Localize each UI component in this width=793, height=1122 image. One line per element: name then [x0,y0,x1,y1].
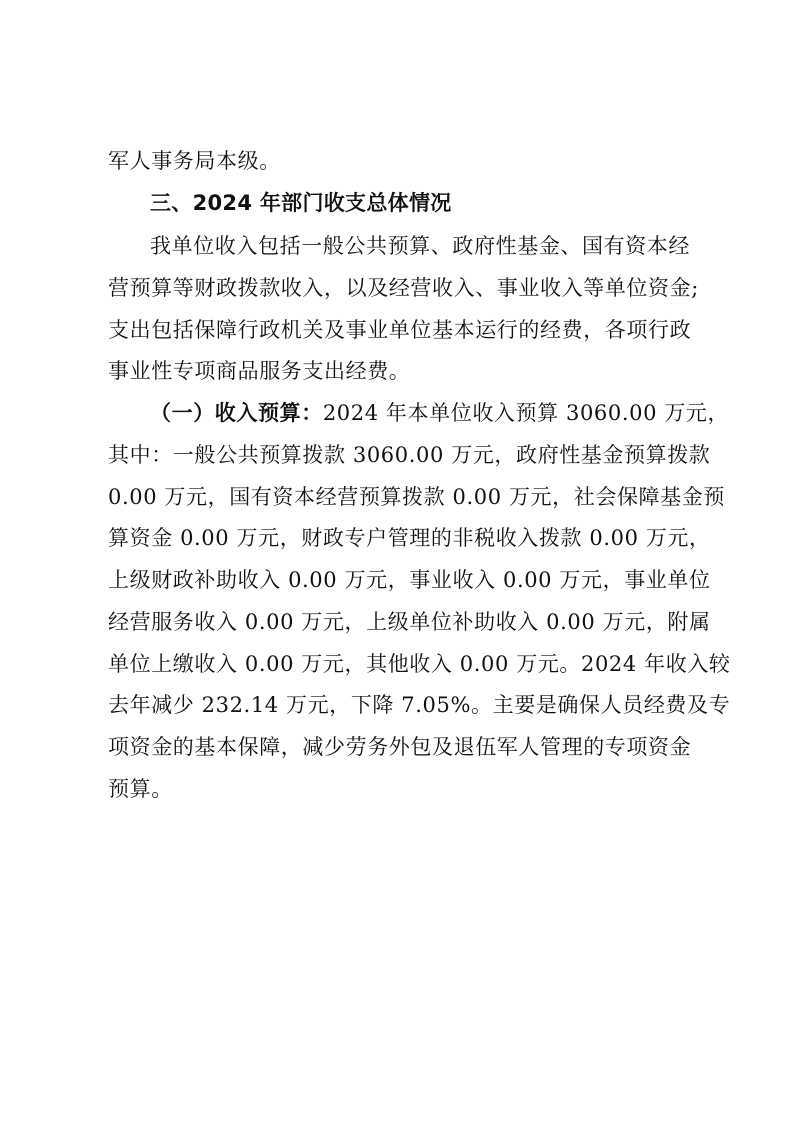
subsection-line [150,398,730,428]
paragraph-line: 事业性专项商品服务支出经费。 [108,359,411,383]
subsection-text: 2024 年本单位收入预算 3060.00 万元， [322,401,730,425]
paragraph-line: 算资金 0.00 万元，财政专户管理的非税收入拨款 0.00 万元， [108,526,711,550]
paragraph-line: 预算。 [108,777,173,801]
paragraph-line: 军人事务局本级。 [108,149,281,173]
paragraph-line: 0.00 万元，国有资本经营预算拨款 0.00 万元，社会保障基金预 [108,485,725,509]
section-heading: 三、2024 年部门收支总体情况 [150,191,452,215]
paragraph-line: 其中：一般公共预算拨款 3060.00 万元，政府性基金预算拨款 [108,443,711,467]
paragraph-line: 上级财政补助收入 0.00 万元，事业收入 0.00 万元，事业单位 [108,568,711,592]
paragraph-line: 营预算等财政拨款收入，以及经营收入、事业收入等单位资金; [108,276,699,300]
paragraph-line: 经营服务收入 0.00 万元，上级单位补助收入 0.00 万元，附属 [108,610,711,634]
paragraph-line: 支出包括保障行政机关及事业单位基本运行的经费，各项行政 [108,318,692,342]
paragraph-line: 项资金的基本保障，减少劳务外包及退伍军人管理的专项资金 [108,735,692,759]
subsection-label: （一）收入预算： [150,401,323,425]
paragraph-line: 我单位收入包括一般公共预算、政府性基金、国有资本经 [150,234,690,258]
paragraph-line: 单位上缴收入 0.00 万元，其他收入 0.00 万元。2024 年收入较 [108,652,731,676]
paragraph-line: 去年减少 232.14 万元，下降 7.05%。主要是确保人员经费及专 [108,693,731,717]
